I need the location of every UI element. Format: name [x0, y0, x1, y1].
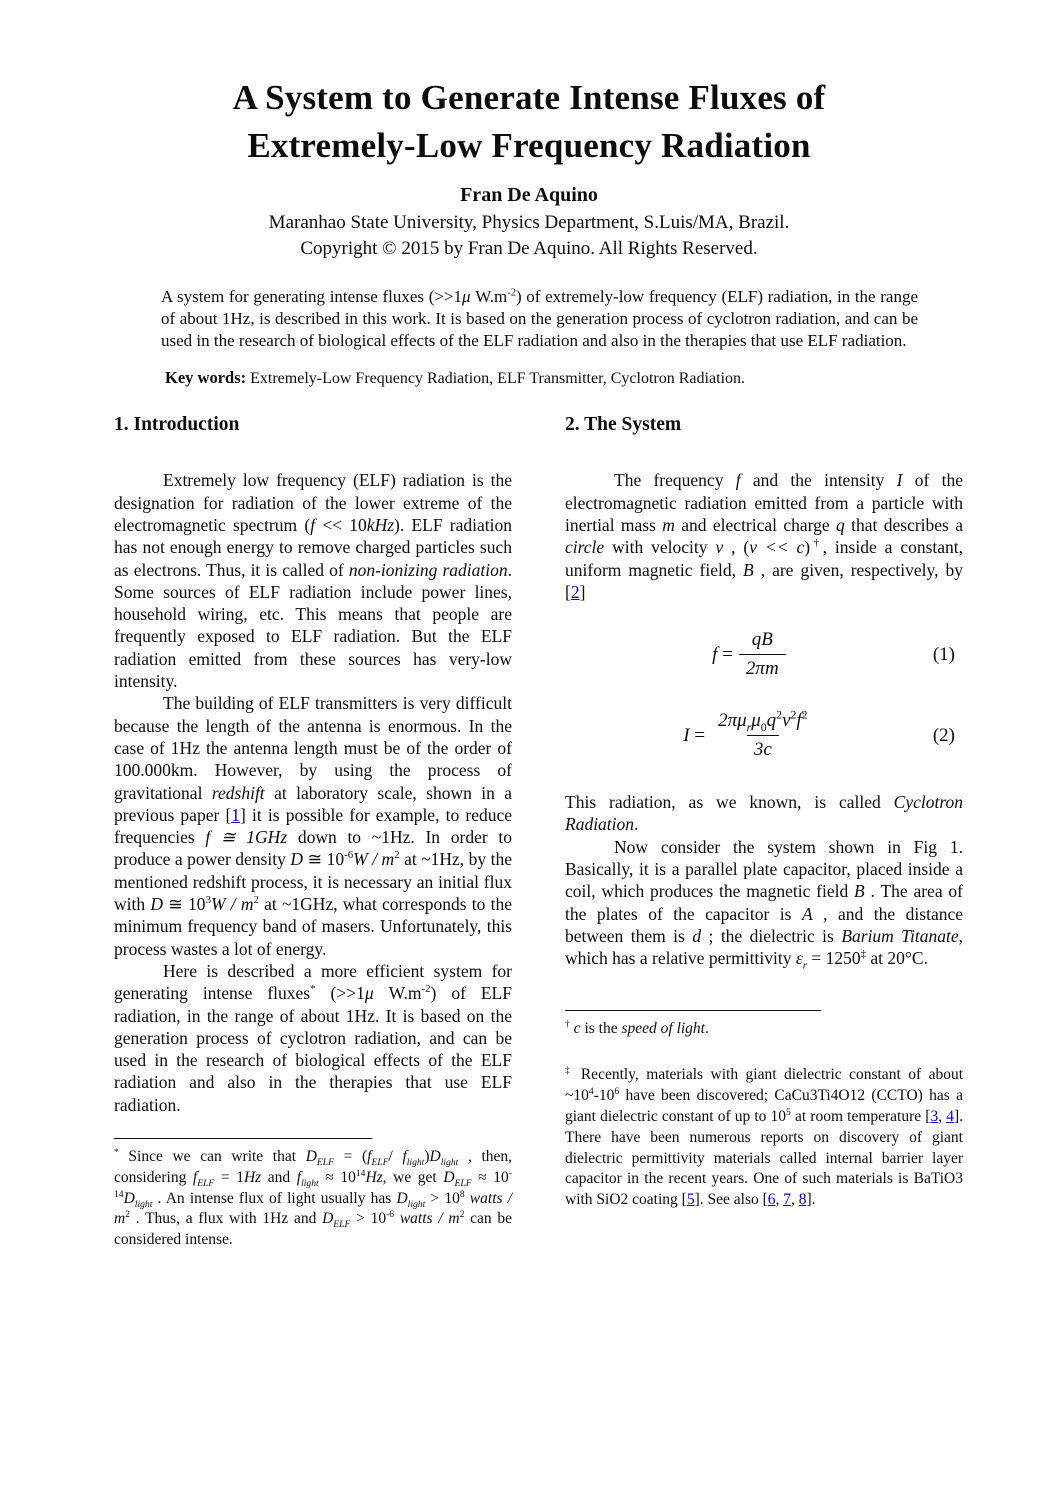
- equation-1-numerator: qB: [751, 629, 773, 651]
- citation-link[interactable]: 7: [783, 1191, 792, 1209]
- two-column-body: [114, 414, 963, 1251]
- equation-1-fraction: [739, 629, 786, 680]
- left-column: [114, 414, 512, 1251]
- citation-link[interactable]: 3: [930, 1107, 939, 1125]
- equation-1-lhs: f =: [712, 643, 733, 665]
- paper-title-line-2: Extremely-Low Frequency Radiation: [247, 126, 811, 165]
- footnote-separator-right: [565, 1010, 821, 1011]
- citation-link[interactable]: 2: [570, 581, 580, 602]
- system-paragraph-1: The frequency f and the intensity I of the electromagnetic radiation emitted from a particle with inertial mass m and electrical charge q that describes a circle with velocity v , (v << c)†, inside a constant, uniform magnetic field, B , are given, respectively, by [2]: [565, 470, 964, 602]
- footnote-separator-left: [114, 1138, 372, 1139]
- section-heading-introduction: 1. Introduction: [114, 414, 240, 436]
- footnote-dagger: † c is the speed of light.: [565, 1018, 709, 1037]
- introduction-paragraph-2: The building of ELF transmitters is very difficult because the length of the antenna is enormous. In the case of 1Hz the antenna length must be of the order of 100.000km. However, by using the process of gravitational redshift at laboratory scale, shown in a previous paper [1] it is possible for example, to reduce frequencies f ≅ 1GHz down to ~1Hz. In order to produce a power density D ≅ $10^{-6}W / m^2$ at ~1Hz, by the mentioned redshift process, it is necessary an initial flux with D ≅ $10^3W / m^2$ at ~1GHz, what corresponds to the minimum frequency band of masers. Unfortunately, this process wastes a lot of energy.: [114, 693, 513, 959]
- equation-2: [565, 710, 963, 761]
- citation-link[interactable]: 4: [946, 1107, 954, 1125]
- equation-2-lhs: I =: [683, 724, 706, 746]
- section-heading-the-system: 2. The System: [565, 414, 682, 436]
- citation-link[interactable]: 1: [231, 804, 241, 825]
- equation-2-fraction: [711, 710, 815, 761]
- paper-title: [0, 74, 1058, 170]
- equation-1: [565, 629, 963, 680]
- paper-header: [0, 0, 1058, 260]
- citation-link[interactable]: 6: [767, 1191, 776, 1209]
- paper-title-line-1: A System to Generate Intense Fluxes of: [232, 78, 826, 117]
- author-name: Fran De Aquino: [460, 184, 598, 206]
- keywords-label: Key words:: [165, 368, 247, 388]
- copyright-line: Copyright © 2015 by Fran De Aquino. All Rights Reserved.: [300, 238, 758, 259]
- equation-2-numerator: $2\pi\mu_r\mu_0q^2v^2f^2$: [718, 708, 808, 734]
- introduction-paragraph-1: Extremely low frequency (ELF) radiation is the designation for radiation of the lower extreme of the electromagnetic spectrum (f << 10kHz). ELF radiation has not enough energy to remove charged particles such as electrons. Thus, it is called of non-ionizing radiation. Some sources of ELF radiation include power lines, household wiring, etc. This means that people are frequently exposed to ELF radiation. But the ELF radiation emitted from these sources has very-low intensity.: [114, 470, 513, 692]
- citation-link[interactable]: 5: [686, 1191, 695, 1209]
- equation-1-math: [565, 629, 933, 680]
- system-paragraph-2: This radiation, as we known, is called Cyclotron Radiation.: [565, 792, 963, 835]
- citation-link[interactable]: 8: [798, 1191, 807, 1209]
- equation-2-math: [565, 710, 933, 761]
- abstract-paragraph: A system for generating intense fluxes (>>1μ $W.m^{-2}$) of extremely-low frequency (ELF) radiation, in the range of about 1Hz, is described in this work. It is based on the generation process of cyclotron radiation, and can be used in the research of biological effects of the ELF radiation and also in the therapies that use ELF radiation.: [161, 287, 918, 350]
- equation-1-number: (1): [932, 643, 955, 665]
- right-column: [565, 414, 963, 1211]
- introduction-paragraph-3: Here is described a more efficient system for generating intense fluxes* (>>1μ $W.m^{-2}$) of ELF radiation, in the range of about 1Hz. It is based on the generation process of cyclotron radiation, and can be used in the research of biological effects of the ELF radiation and also in the therapies that use ELF radiation.: [114, 960, 512, 1115]
- author-affiliation: Maranhao State University, Physics Department, S.Luis/MA, Brazil.: [268, 212, 790, 233]
- footnote-double-dagger: ‡ Recently, materials with giant dielectric constant of about $\sim 10^4-10^6$ have been discovered; CaCu3Ti4O12 (CCTO) has a giant dielectric constant of up to $10^5$ at room temperature [3, 4]. There have been numerous reports on discovery of giant dielectric permittivity materials called internal barrier layer capacitor in the recent years. One of such materials is BaTiO3 with SiO2 coating [5]. See also [6, 7, 8].: [565, 1065, 964, 1209]
- keywords-text: Extremely-Low Frequency Radiation, ELF Transmitter, Cyclotron Radiation.: [246, 370, 745, 388]
- keywords-line: [165, 368, 938, 388]
- equation-2-number: (2): [932, 724, 955, 746]
- equation-1-denominator: 2πm: [739, 654, 786, 680]
- footnote-star: * Since we can write that $D_{ELF} = (f_{ELF}/$ $f_{light})D_{light}$ , then, considering $f_{ELF} = 1Hz$ and $f_{light} \approx 10^{14}Hz$, we get $D_{ELF} \approx 10^{-14}D_{light}$ . An intense flux of light usually has $D_{light} > 10^8$ watts / $m^2$ . Thus, a flux with 1Hz and $D_{ELF} > 10^{-6}$ watts / $m^2$ can be considered intense.: [114, 1146, 513, 1249]
- equation-2-denominator: 3c: [747, 735, 779, 761]
- system-paragraph-3: Now consider the system shown in Fig 1. Basically, it is a parallel plate capacitor, placed inside a coil, which produces the magnetic field B . The area of the plates of the capacitor is A , and the distance between them is d ; the dielectric is Barium Titanate, which has a relative permittivity $\varepsilon_r = 1250^\ddagger$ at 20°C.: [565, 836, 964, 972]
